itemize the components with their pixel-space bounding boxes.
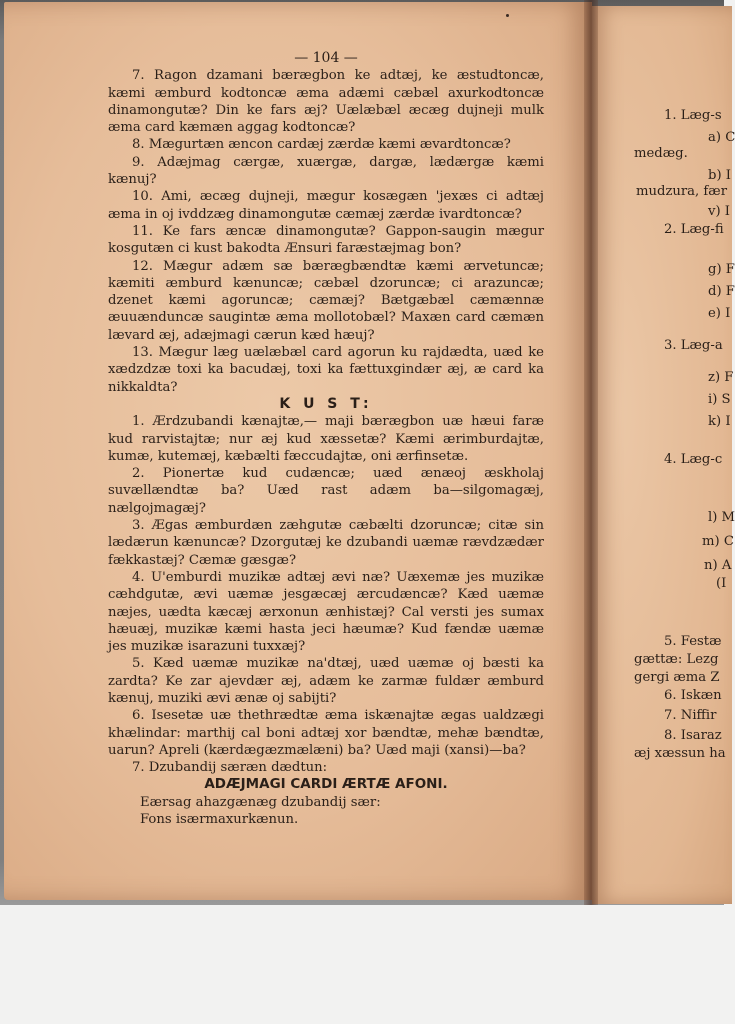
paragraph: 13. Mægur læg uælæbæl card agorun ku rajdædta, uæd ke xædzdzæ toxi ka bacudæj, toxi ka fættuxgindær æj, æ card ka nikkaldta? bbox=[108, 345, 544, 395]
paragraph: 1. Ærdzubandi kænajtæ,— maji bærægbon uæ hæui faræ kud rarvistajtæ; nur æj kud xæssetæ? Kæmi ærimburdajtæ, kumæ, kutemæj, kæbælti fæccudajtæ, oni ærfinsetæ. bbox=[108, 414, 544, 464]
right-fragment: mudzura, fær bbox=[636, 184, 728, 199]
right-fragment: a) C bbox=[708, 130, 735, 145]
paragraph: 7. Ragon dzamani bærægbon ke adtæj, ke æstudtoncæ, kæmi æmburd kodtoncæ æma adæmi cæbæl axurkodtoncæ dinamongutæ? Din ke fars æj? Uælæbæl æcæg dujneji mulk æma card kæmæn aggag kodtoncæ? bbox=[108, 68, 544, 136]
right-fragment: 7. Niffir bbox=[664, 708, 717, 723]
right-fragment: d) F bbox=[708, 284, 735, 299]
paragraph: 12. Mægur adæm sæ bærægbændtæ kæmi ærvetuncæ; kæmiti æmburd kænuncæ; cæbæl dzoruncæ; ci arazuncæ; dzenet kæmi agoruncæ; cæmæj? Bætgæbæl cæmænnæ æuuænduncæ saugintæ æma mollotobæl? Maxæn card cæmæn lævard æj, adæjmagi cærun kæd hæuj? bbox=[108, 258, 544, 343]
page-text bbox=[108, 50, 544, 828]
paragraph: 4. U'emburdi muzikæ adtæj ævi næ? Uæxemæ jes muzikæ cæhdgutæ, ævi uæmæ jesgæcæj ærcudæncæ? Kæd uæmæ næjes, uædta kæcæj ærxonun ænhistæj? Cal versti jes sumax hæuæj, muzikæ kæmi hasta jeci hæumæ? Kud fændæ uæmæ jes muzikæ isarazuni tuxxæj? bbox=[108, 569, 544, 655]
right-fragment: (I bbox=[716, 576, 727, 591]
right-fragment: l) M bbox=[708, 510, 735, 525]
right-fragment: medæg. bbox=[634, 146, 688, 161]
right-fragment: 4. Læg-c bbox=[664, 452, 723, 467]
right-fragment: z) F bbox=[708, 370, 734, 385]
paragraph: 8. Mægurtæn æncon cardæj zærdæ kæmi ævardtoncæ? bbox=[132, 137, 511, 153]
right-fragment: 6. Iskæn bbox=[664, 688, 722, 703]
right-fragment: k) I bbox=[708, 414, 731, 429]
closing-line: Eærsag ahazgænæg dzubandij sær: bbox=[140, 794, 381, 810]
paragraph: 5. Kæd uæmæ muzikæ na'dtæj, uæd uæmæ oj bæsti ka zardta? Ke zar ajevdær æj, adæm ke zarmæ fuldær æmburd kænuj, muziki ævi ænæ oj sabijti? bbox=[108, 656, 544, 706]
right-fragment: n) A bbox=[704, 558, 732, 573]
right-fragment: i) S bbox=[708, 392, 731, 407]
right-fragment: 5. Festæ bbox=[664, 634, 722, 649]
paragraph: 2. Pionertæ kud cudæncæ; uæd ænæoj æskholaj suvællændtæ ba? Uæd rast adæm ba—silgomagæj, nælgojmagæj? bbox=[108, 466, 544, 516]
right-fragment: gergi æma Z bbox=[634, 670, 720, 685]
closing-line: Fons isærmaxurkænun. bbox=[140, 812, 299, 828]
right-page-text bbox=[598, 0, 735, 905]
right-fragment: v) I bbox=[708, 204, 730, 219]
right-fragment: 8. Isaraz bbox=[664, 728, 722, 743]
right-fragment: 1. Læg-s bbox=[664, 108, 722, 123]
page-number: — 104 — bbox=[294, 50, 358, 66]
paragraph: 11. Ke fars æncæ dinamongutæ? Gappon-saugin mægur kosgutæn ci kust bakodta Ænsuri faræstæjmag bon? bbox=[108, 223, 544, 257]
paragraph: 9. Adæjmag cærgæ, xuærgæ, dargæ, lædærgæ kæmi kænuj? bbox=[108, 154, 544, 188]
right-fragment: 3. Læg-a bbox=[664, 338, 723, 353]
right-fragment: e) I bbox=[708, 306, 731, 321]
ink-speck bbox=[506, 14, 509, 17]
paragraph: 10. Ami, æcæg dujneji, mægur kosægæn 'jexæs ci adtæj æma in oj ivddzæg dinamongutæ cæmæj zærdæ ivardtoncæ? bbox=[108, 189, 544, 222]
book-gutter bbox=[584, 0, 598, 905]
sub-heading: ADÆJMAGI CARDI ÆRTÆ AFONI. bbox=[204, 776, 448, 793]
right-fragment: 2. Læg-fi bbox=[664, 222, 724, 237]
right-fragment: g) F bbox=[708, 262, 735, 277]
right-fragment: m) C bbox=[702, 534, 734, 549]
paragraph: 7. Dzubandij særæn dædtun: bbox=[132, 760, 328, 776]
section-heading-kust: K U S T: bbox=[279, 395, 373, 412]
paragraph: 3. Ægas æmburdæn zæhgutæ cæbælti dzoruncæ; citæ sin lædærun kænuncæ? Dzorgutæj ke dzubandi uæmæ rævdzædær fækkastæj? Cæmæ gæsgæ? bbox=[108, 518, 544, 568]
right-fragment: gættæ: Lezg bbox=[634, 652, 719, 667]
right-fragment: æj xæssun ha bbox=[634, 746, 726, 761]
right-fragment: b) I bbox=[708, 168, 731, 183]
paragraph: 6. Isesetæ uæ thethrædtæ æma iskænajtæ ægas ualdzægi khælindar: marthij cal boni adtæj xor bændtæ, mehæ bændtæ, uarun? Apreli (kærdægæzmælæni) ba? Uæd maji (xansi)—ba? bbox=[108, 708, 544, 758]
